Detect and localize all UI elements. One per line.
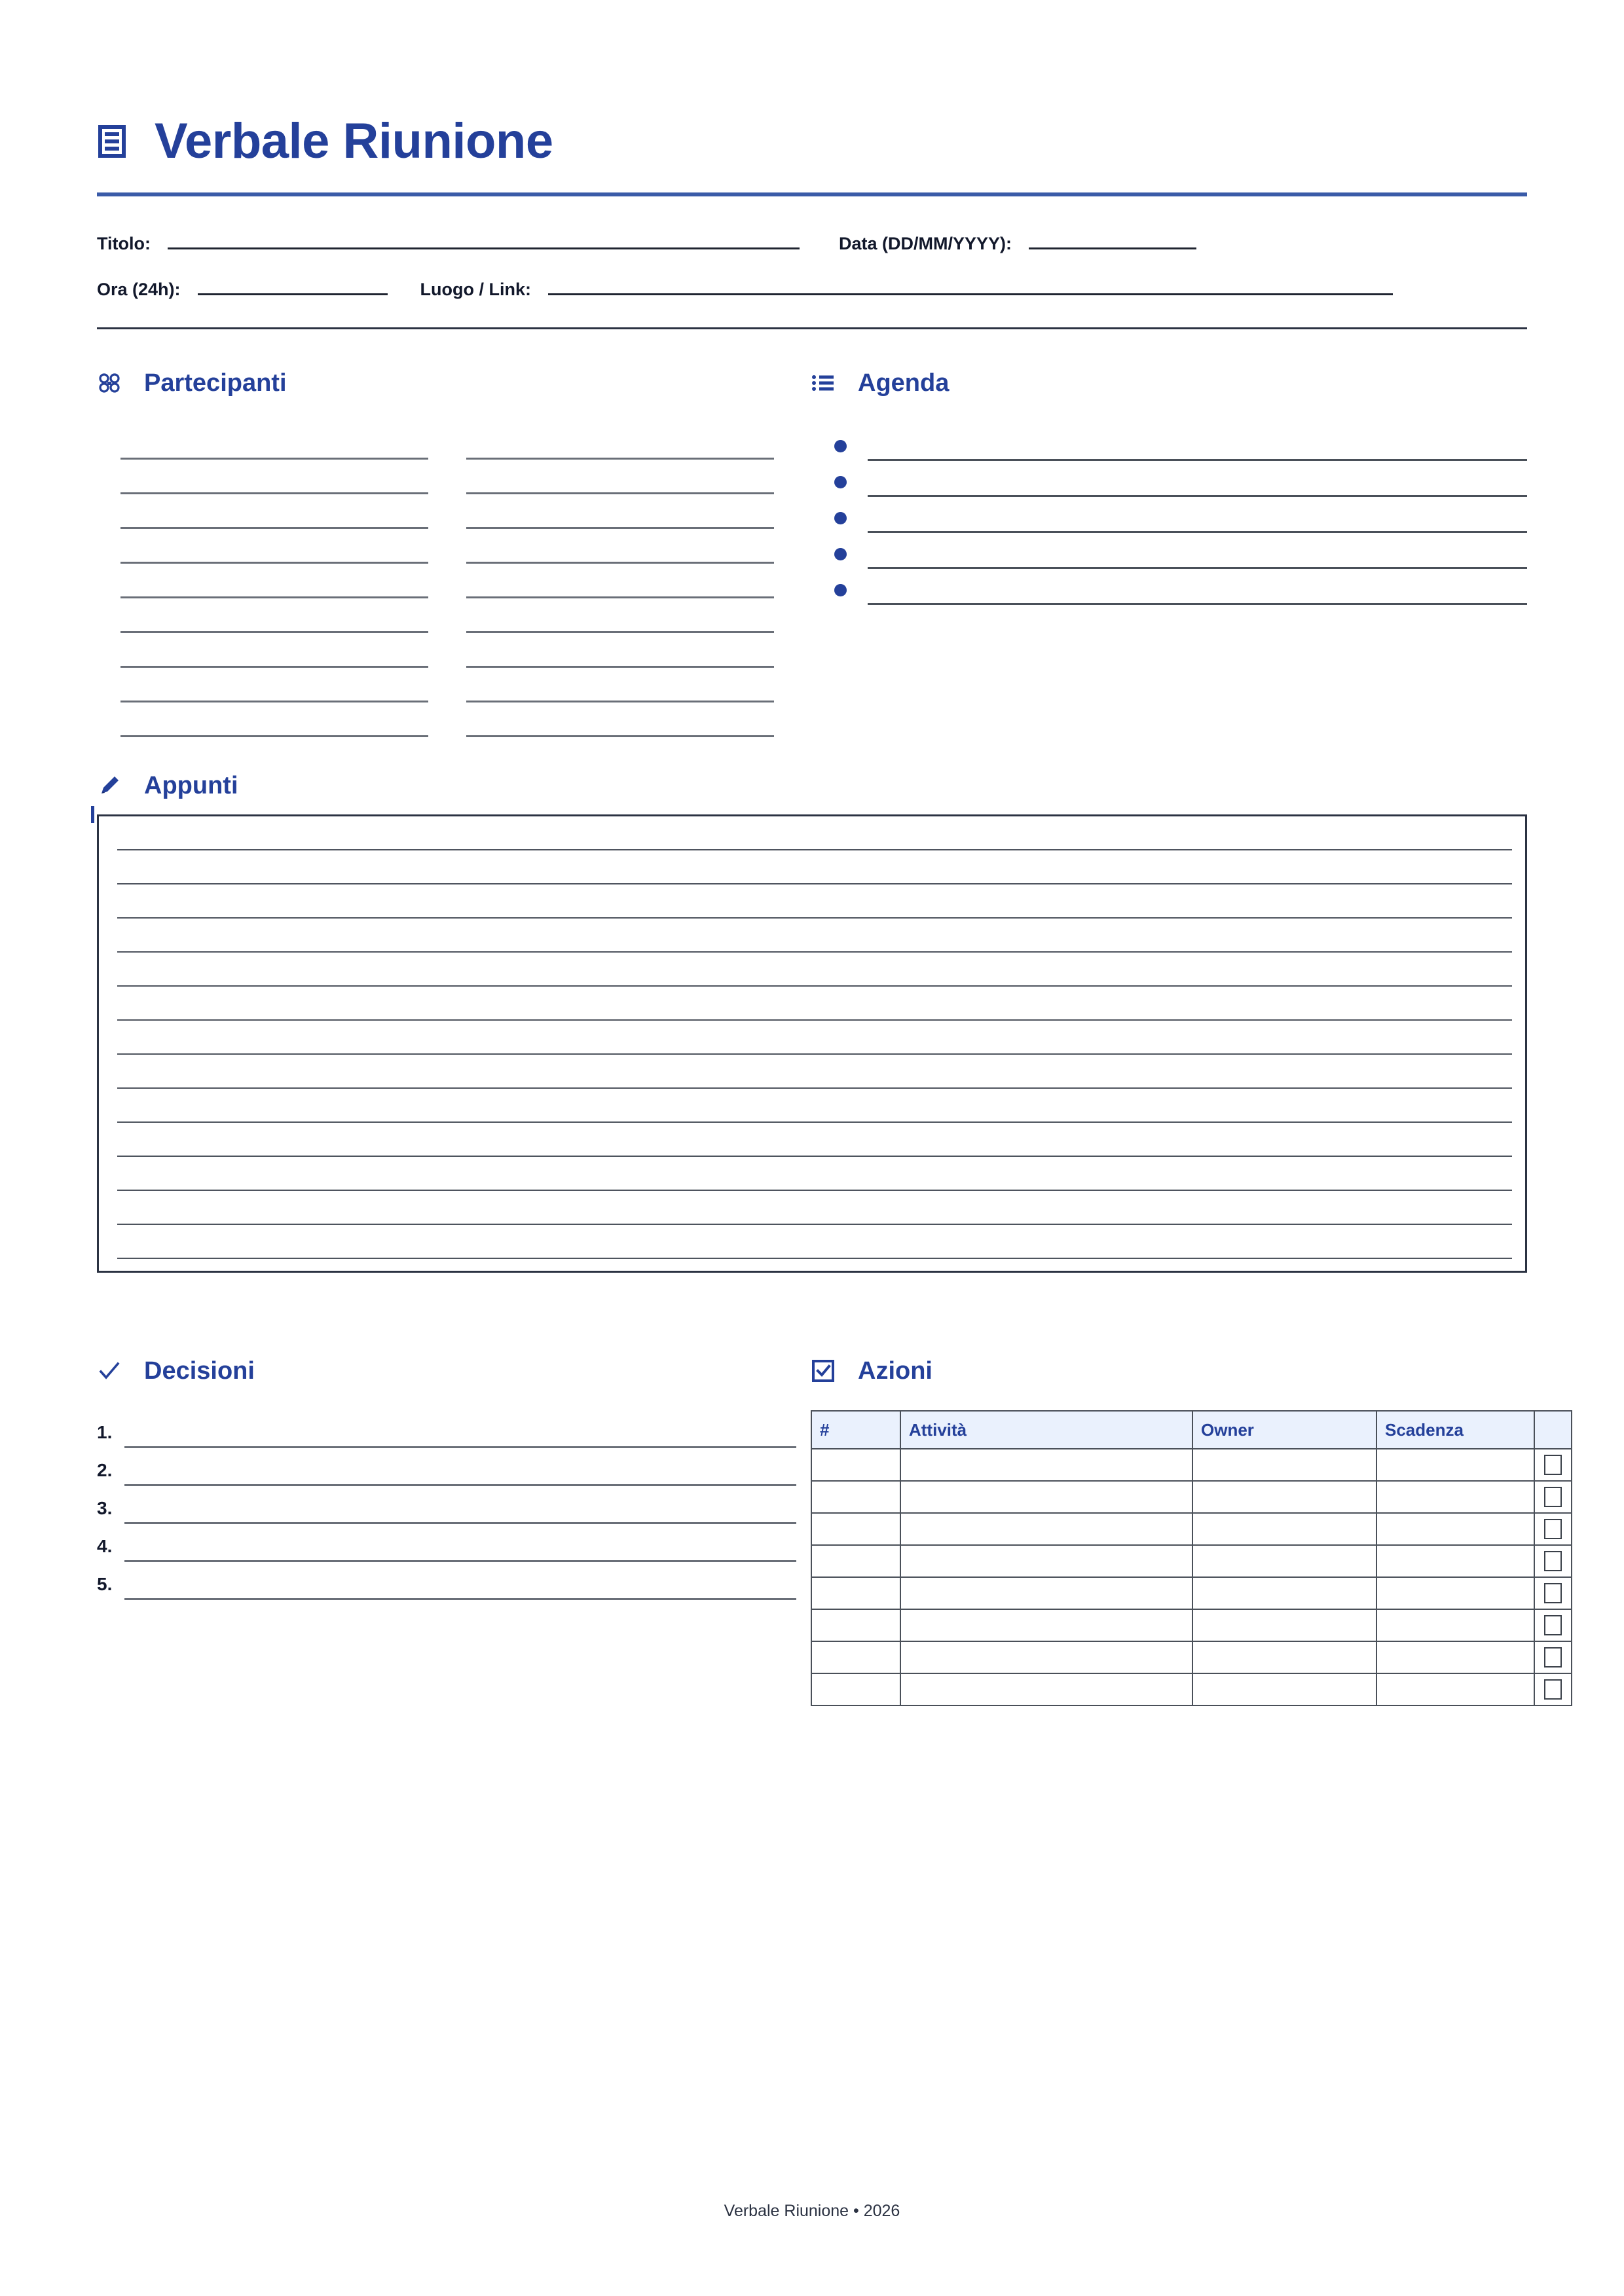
- notes-tick-marker: [91, 806, 94, 823]
- checkbox-icon[interactable]: [1544, 1647, 1562, 1667]
- checkbox-icon[interactable]: [1544, 1487, 1562, 1507]
- action-deadline-cell[interactable]: [1376, 1545, 1534, 1577]
- decision-number: 4.: [97, 1536, 113, 1556]
- action-owner-cell[interactable]: [1192, 1577, 1376, 1609]
- action-done-cell[interactable]: [1534, 1673, 1572, 1705]
- participant-line[interactable]: [120, 633, 428, 668]
- participant-line[interactable]: [120, 494, 428, 529]
- checkbox-icon[interactable]: [1544, 1679, 1562, 1700]
- actions-col-deadline: Scadenza: [1376, 1411, 1534, 1449]
- action-number-cell[interactable]: [811, 1577, 900, 1609]
- participant-line[interactable]: [120, 668, 428, 702]
- decision-item: [97, 1524, 811, 1562]
- agenda-item: [834, 461, 1527, 497]
- action-activity-cell[interactable]: [900, 1545, 1192, 1577]
- participants-agenda-band: [97, 329, 1527, 737]
- participant-line[interactable]: [466, 633, 774, 668]
- actions-title: Azioni: [858, 1357, 932, 1385]
- titolo-label: Titolo:: [97, 234, 151, 253]
- action-number-cell[interactable]: [811, 1641, 900, 1673]
- checkbox-icon[interactable]: [1544, 1455, 1562, 1475]
- action-done-cell[interactable]: [1534, 1481, 1572, 1513]
- bullet-icon: [834, 548, 847, 560]
- document-header: [97, 0, 1527, 169]
- notes-lines: [117, 816, 1512, 1271]
- table-row: [811, 1545, 1572, 1577]
- participant-line[interactable]: [466, 564, 774, 598]
- actions-section: [811, 1351, 1572, 1706]
- bullet-icon: [834, 584, 847, 596]
- notes-line[interactable]: [117, 1055, 1512, 1089]
- decision-input[interactable]: [124, 1417, 796, 1448]
- table-row: [811, 1609, 1572, 1641]
- action-activity-cell[interactable]: [900, 1673, 1192, 1705]
- decision-input[interactable]: [124, 1455, 796, 1486]
- agenda-item: [834, 425, 1527, 461]
- actions-table-head: [811, 1411, 1572, 1449]
- agenda-item: [834, 569, 1527, 605]
- decision-input[interactable]: [124, 1493, 796, 1524]
- agenda-title: Agenda: [858, 369, 950, 397]
- action-owner-cell[interactable]: [1192, 1609, 1376, 1641]
- checkbox-icon[interactable]: [1544, 1583, 1562, 1603]
- notes-line[interactable]: [117, 1021, 1512, 1055]
- action-done-cell[interactable]: [1534, 1545, 1572, 1577]
- users-icon: [97, 371, 122, 395]
- agenda-input[interactable]: [868, 503, 1527, 533]
- action-deadline-cell[interactable]: [1376, 1577, 1534, 1609]
- action-deadline-cell[interactable]: [1376, 1481, 1534, 1513]
- participant-line[interactable]: [120, 598, 428, 633]
- decision-item: [97, 1448, 811, 1486]
- table-row: [811, 1481, 1572, 1513]
- agenda-input[interactable]: [868, 575, 1527, 605]
- notes-line[interactable]: [117, 1089, 1512, 1123]
- participants-column-right: [466, 425, 774, 737]
- action-activity-cell[interactable]: [900, 1641, 1192, 1673]
- decisions-actions-band: [97, 1273, 1527, 1706]
- action-number-cell[interactable]: [811, 1609, 900, 1641]
- action-owner-cell[interactable]: [1192, 1641, 1376, 1673]
- participant-line[interactable]: [466, 668, 774, 702]
- pencil-icon: [97, 773, 122, 798]
- participant-line[interactable]: [466, 460, 774, 494]
- action-activity-cell[interactable]: [900, 1609, 1192, 1641]
- checked-box-icon: [811, 1358, 836, 1383]
- decisions-section: [97, 1351, 811, 1706]
- notes-title: Appunti: [144, 772, 238, 799]
- page-footer: Verbale Riunione • 2026: [724, 2202, 900, 2220]
- page-title: Verbale Riunione: [155, 113, 553, 169]
- participant-line[interactable]: [120, 702, 428, 737]
- table-row: [811, 1641, 1572, 1673]
- action-activity-cell[interactable]: [900, 1577, 1192, 1609]
- decision-number: 3.: [97, 1498, 113, 1518]
- participants-title: Partecipanti: [144, 369, 287, 397]
- action-owner-cell[interactable]: [1192, 1545, 1376, 1577]
- notes-section: [97, 737, 1527, 805]
- table-row: [811, 1449, 1572, 1481]
- notes-line[interactable]: [117, 1191, 1512, 1225]
- decisions-list: [97, 1391, 811, 1600]
- action-number-cell[interactable]: [811, 1545, 900, 1577]
- agenda-input[interactable]: [868, 467, 1527, 497]
- bullet-icon: [834, 476, 847, 488]
- action-owner-cell[interactable]: [1192, 1673, 1376, 1705]
- notes-heading: [97, 766, 1527, 805]
- table-row: [811, 1673, 1572, 1705]
- participant-line[interactable]: [466, 529, 774, 564]
- data-label: Data (DD/MM/YYYY):: [838, 234, 1012, 253]
- agenda-heading: [811, 363, 1527, 403]
- actions-col-activity: Attività: [900, 1411, 1192, 1449]
- decisions-title: Decisioni: [144, 1357, 255, 1385]
- notes-line[interactable]: [117, 1225, 1512, 1259]
- action-done-cell[interactable]: [1534, 1641, 1572, 1673]
- action-number-cell[interactable]: [811, 1449, 900, 1481]
- meta-row-ora-luogo: [97, 271, 1527, 317]
- participants-column-left: [120, 425, 428, 737]
- action-number-cell[interactable]: [811, 1481, 900, 1513]
- action-done-cell[interactable]: [1534, 1449, 1572, 1481]
- check-icon: [97, 1358, 122, 1383]
- decision-input[interactable]: [124, 1569, 796, 1600]
- meta-fields: [97, 196, 1527, 317]
- decision-item: [97, 1562, 811, 1600]
- participants-heading: [97, 363, 811, 403]
- participant-line[interactable]: [120, 425, 428, 460]
- notes-line[interactable]: [117, 884, 1512, 919]
- action-owner-cell[interactable]: [1192, 1481, 1376, 1513]
- action-done-cell[interactable]: [1534, 1609, 1572, 1641]
- actions-col-number: #: [811, 1411, 900, 1449]
- bullet-icon: [834, 512, 847, 524]
- participant-line[interactable]: [120, 529, 428, 564]
- notes-line[interactable]: [117, 1123, 1512, 1157]
- decision-item: [97, 1410, 811, 1448]
- action-done-cell[interactable]: [1534, 1577, 1572, 1609]
- action-activity-cell[interactable]: [900, 1449, 1192, 1481]
- checkbox-icon[interactable]: [1544, 1519, 1562, 1539]
- actions-table-body: [811, 1449, 1572, 1705]
- action-deadline-cell[interactable]: [1376, 1641, 1534, 1673]
- table-row: [811, 1577, 1572, 1609]
- action-activity-cell[interactable]: [900, 1513, 1192, 1545]
- actions-col-owner: Owner: [1192, 1411, 1376, 1449]
- decision-number: 1.: [97, 1422, 113, 1442]
- meta-row-titolo-data: [97, 225, 1527, 271]
- bulleted-list-icon: [811, 371, 836, 395]
- participants-columns: [97, 403, 811, 737]
- decision-item: [97, 1486, 811, 1524]
- checkbox-icon[interactable]: [1544, 1551, 1562, 1571]
- luogo-label: Luogo / Link:: [420, 280, 531, 299]
- participant-line[interactable]: [466, 598, 774, 633]
- agenda-item: [834, 497, 1527, 533]
- actions-heading: [811, 1351, 1572, 1391]
- agenda-items: [811, 403, 1527, 605]
- action-deadline-cell[interactable]: [1376, 1609, 1534, 1641]
- bullet-icon: [834, 440, 847, 452]
- action-owner-cell[interactable]: [1192, 1513, 1376, 1545]
- action-deadline-cell[interactable]: [1376, 1673, 1534, 1705]
- decision-number: 2.: [97, 1460, 113, 1480]
- notes-line[interactable]: [117, 953, 1512, 987]
- action-done-cell[interactable]: [1534, 1513, 1572, 1545]
- action-activity-cell[interactable]: [900, 1481, 1192, 1513]
- ora-input[interactable]: [198, 271, 388, 295]
- actions-table: [811, 1410, 1572, 1706]
- agenda-input[interactable]: [868, 431, 1527, 461]
- agenda-item: [834, 533, 1527, 569]
- agenda-section: [811, 363, 1527, 737]
- decisions-heading: [97, 1351, 811, 1391]
- notes-line[interactable]: [117, 850, 1512, 884]
- notes-box[interactable]: [97, 814, 1527, 1273]
- action-number-cell[interactable]: [811, 1673, 900, 1705]
- action-number-cell[interactable]: [811, 1513, 900, 1545]
- data-input[interactable]: [1029, 225, 1196, 249]
- agenda-input[interactable]: [868, 539, 1527, 569]
- notes-line[interactable]: [117, 919, 1512, 953]
- participant-line[interactable]: [466, 494, 774, 529]
- decision-number: 5.: [97, 1574, 113, 1594]
- participant-line[interactable]: [466, 702, 774, 737]
- table-row: [811, 1513, 1572, 1545]
- participants-section: [97, 363, 811, 737]
- checkbox-icon[interactable]: [1544, 1615, 1562, 1635]
- participant-line[interactable]: [466, 425, 774, 460]
- luogo-input[interactable]: [548, 271, 1393, 295]
- notes-line[interactable]: [117, 1157, 1512, 1191]
- actions-header-row: [811, 1411, 1572, 1449]
- action-deadline-cell[interactable]: [1376, 1513, 1534, 1545]
- titolo-input[interactable]: [168, 225, 800, 249]
- participant-line[interactable]: [120, 460, 428, 494]
- participant-line[interactable]: [120, 564, 428, 598]
- actions-col-done: [1534, 1411, 1572, 1449]
- action-deadline-cell[interactable]: [1376, 1449, 1534, 1481]
- decision-input[interactable]: [124, 1531, 796, 1562]
- document-lines-icon: [97, 124, 127, 159]
- action-owner-cell[interactable]: [1192, 1449, 1376, 1481]
- ora-label: Ora (24h):: [97, 280, 181, 299]
- notes-line[interactable]: [117, 987, 1512, 1021]
- notes-line[interactable]: [117, 816, 1512, 850]
